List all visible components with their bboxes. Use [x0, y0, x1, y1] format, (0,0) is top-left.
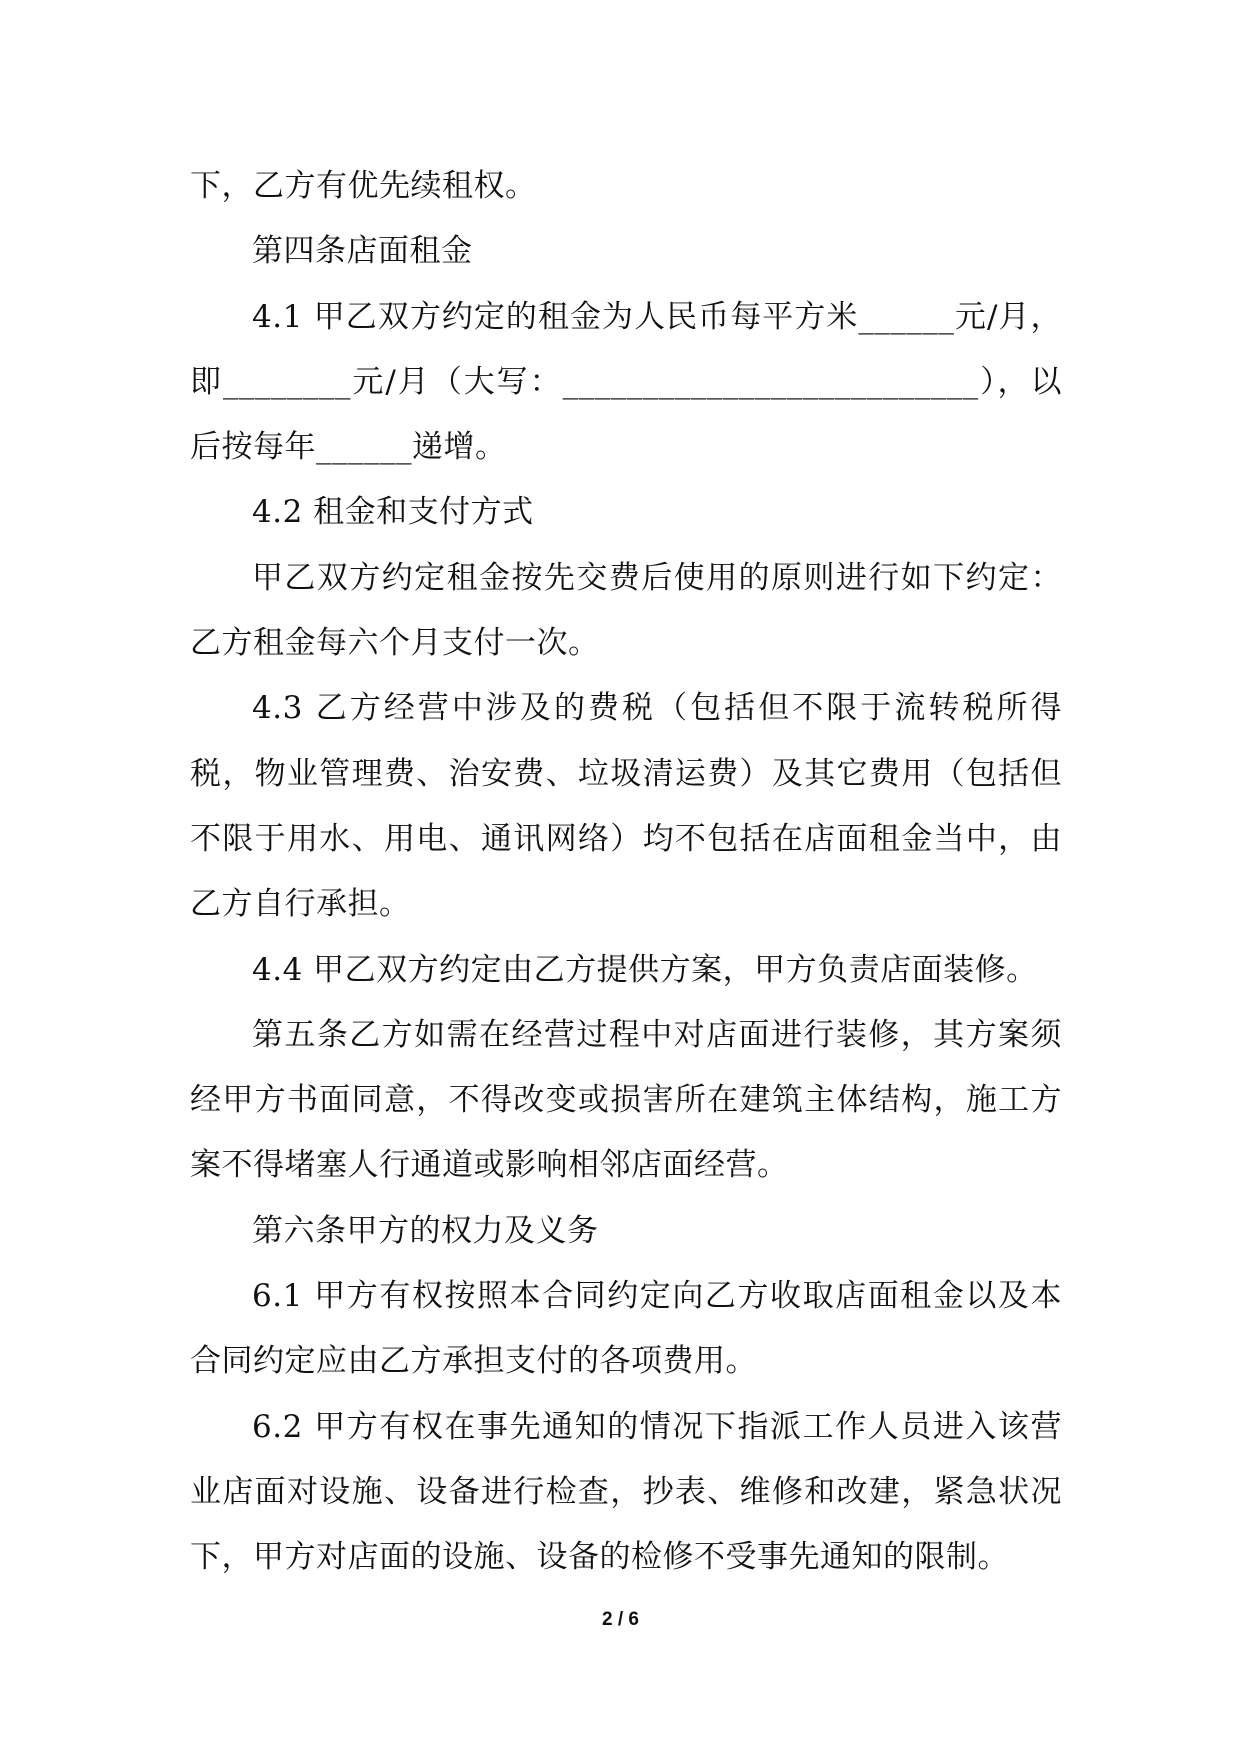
paragraph-4-1: 4.1 甲乙双方约定的租金为人民币每平方米______元/月，即________元/月（大写：__________________________），以后按每年______递增。	[190, 298, 1062, 466]
paragraph-4-2: 4.2 租金和支付方式	[252, 494, 534, 531]
section-heading-article-6: 第六条甲方的权力及义务	[252, 1212, 599, 1249]
paragraph-continuation: 下，乙方有优先续租权。	[190, 168, 537, 204]
paragraph-article-5: 第五条乙方如需在经营过程中对店面进行装修，其方案须经甲方书面同意，不得改变或损害所在建筑主体结构，施工方案不得堵塞人行通道或影响相邻店面经营。	[190, 1016, 1062, 1184]
paragraph-4-2-detail: 甲乙双方约定租金按先交费后使用的原则进行如下约定：乙方租金每六个月支付一次。	[190, 559, 1062, 662]
section-heading-article-4: 第四条店面租金	[252, 233, 473, 270]
paragraph-4-3: 4.3 乙方经营中涉及的费税（包括但不限于流转税所得税，物业管理费、治安费、垃圾清运费）及其它费用（包括但不限于用水、用电、通讯网络）均不包括在店面租金当中，由乙方自行承担。	[190, 690, 1062, 923]
paragraph-6-2: 6.2 甲方有权在事先通知的情况下指派工作人员进入该营业店面对设施、设备进行检查，抄表、维修和改建，紧急状况下，甲方对店面的设施、设备的检修不受事先通知的限制。	[190, 1408, 1062, 1576]
document-body	[190, 154, 1062, 1591]
paragraph-4-4: 4.4 甲乙双方约定由乙方提供方案，甲方负责店面装修。	[252, 951, 1038, 988]
paragraph-6-1: 6.1 甲方有权按照本合同约定向乙方收取店面租金以及本合同约定应由乙方承担支付的各项费用。	[190, 1278, 1062, 1380]
page-number: 2 / 6	[602, 1609, 639, 1630]
